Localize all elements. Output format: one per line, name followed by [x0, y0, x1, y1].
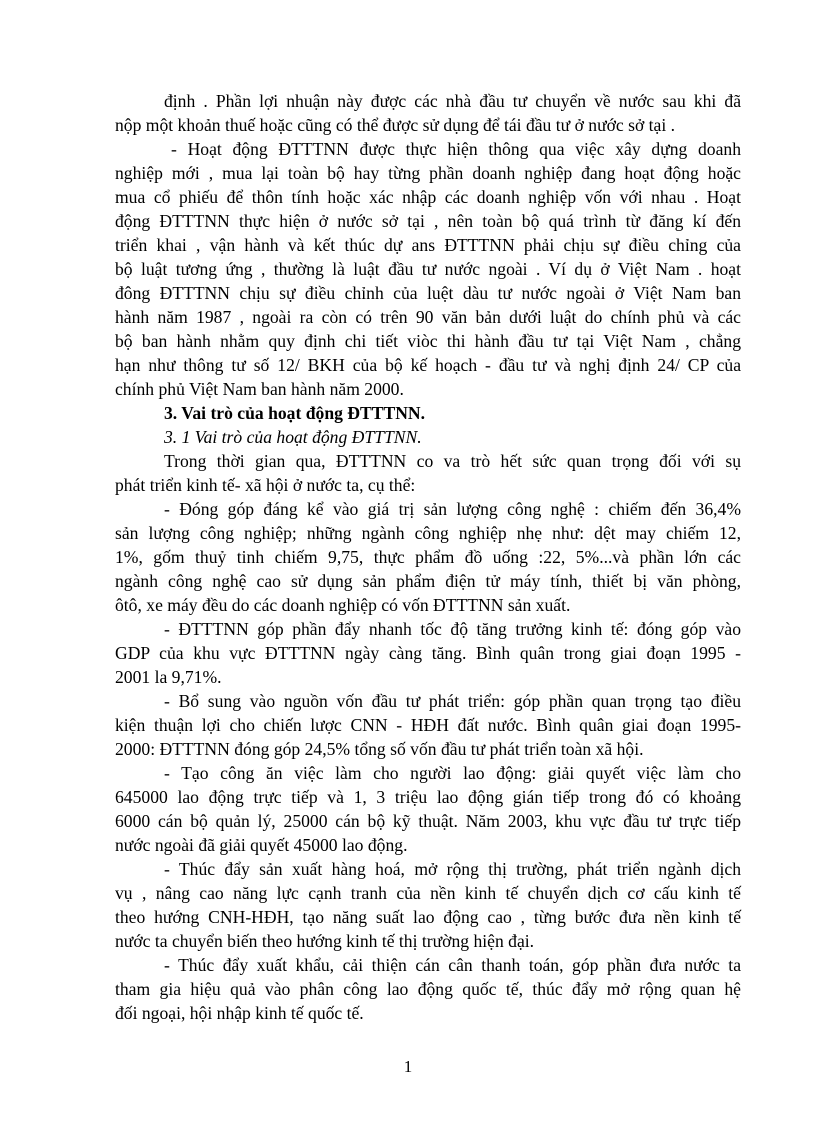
text-line: Trong thời gian qua, ĐTTTNN co va trò hết sức quan trọng đối với sụ	[164, 451, 741, 471]
paragraph-industry-output	[115, 497, 741, 617]
paragraph-profit	[115, 89, 741, 137]
text-line: nước ta chuyển biến theo hướng kinh tế thị trường hiện đại.	[115, 931, 535, 951]
text-line: kiện thuận lợi cho chiến lược CNN - HĐH đất nước. Bình quân giai đoạn 1995-	[115, 715, 741, 735]
section-heading: 3. Vai trò của hoạt động ĐTTTNN.	[164, 403, 426, 423]
text-line: đối ngoại, hội nhập kinh tế quốc tế.	[115, 1003, 364, 1023]
text-line: vụ , nâng cao năng lực cạnh tranh của nền kinh tế chuyển dịch cơ cấu kinh tế	[115, 883, 741, 903]
text-line: đông ĐTTTNN chịu sự điều chỉnh của luệt dàu tư nước ngoài ở Việt Nam ban	[115, 283, 741, 303]
text-line: - Thúc đẩy xuất khẩu, cải thiện cán cân thanh toán, góp phần đưa nước ta	[164, 955, 741, 975]
paragraph-export	[115, 953, 741, 1025]
text-line: phát triển kinh tế- xã hội ở nước ta, cụ thể:	[115, 475, 416, 495]
text-line: - Đóng góp đáng kể vào giá trị sản lượng công nghệ : chiếm đến 36,4%	[164, 499, 741, 519]
text-line: bộ ban hành nhằm quy định chi tiết viòc thi hành đầu tư tại Việt Nam , chẳng	[115, 331, 741, 351]
paragraph-intro	[115, 449, 741, 497]
text-line: 6000 cán bộ quản lý, 25000 cán bộ kỹ thuật. Năm 2003, khu vực đầu tư trực tiếp	[115, 811, 741, 831]
text-line: 2000: ĐTTTNN đóng góp 24,5% tổng số vốn đầu tư phát triển toàn xã hội.	[115, 739, 644, 759]
text-line: mua cổ phiếu để thôn tính hoặc xác nhập các doanh nghiệp vốn với nhau . Hoạt	[115, 187, 741, 207]
text-line: theo hướng CNH-HĐH, tạo năng suất lao động cao , từng bước đưa nền kinh tế	[115, 907, 741, 927]
text-line: - Hoạt động ĐTTTNN được thực hiện thông qua việc xây dựng doanh	[171, 139, 741, 159]
text-line: 2001 la 9,71%.	[115, 667, 222, 687]
text-line: nộp một khoản thuế hoặc cũng có thể được sử dụng để tái đầu tư ở nước sở tại .	[115, 115, 676, 135]
text-line: định . Phần lợi nhuận này được các nhà đầu tư chuyển về nước sau khi đã	[164, 91, 741, 111]
text-line: hạn như thông tư số 12/ BKH của bộ kế hoạch - đầu tư và nghị định 24/ CP của	[115, 355, 741, 375]
text-line: ngành công nghệ cao sử dụng sản phẩm điện tử máy tính, thiết bị văn phòng,	[115, 571, 741, 591]
text-line: hành năm 1987 , ngoài ra còn có trên 90 văn bản dưới luật do chính phủ và các	[115, 307, 741, 327]
text-line: sản lượng công nghiệp; những ngành công nghiệp nhẹ như: dệt may chiếm 12,	[115, 523, 741, 543]
text-line: bộ luật tương ứng , thường là luật đầu tư nước ngoài . Ví dụ ở Việt Nam . hoạt	[115, 259, 741, 279]
text-line: - Tạo công ăn việc làm cho người lao động: giải quyết việc làm cho	[164, 763, 741, 783]
text-line: GDP của khu vực ĐTTTNN ngày càng tăng. Bình quân trong giai đoạn 1995 -	[115, 643, 741, 663]
text-line: nước ngoài đã giải quyết 45000 lao động.	[115, 835, 408, 855]
subsection-heading: 3. 1 Vai trò của hoạt động ĐTTTNN.	[164, 427, 422, 447]
paragraph-production	[115, 857, 741, 953]
text-line: chính phủ Việt Nam ban hành năm 2000.	[115, 379, 404, 399]
page-number: 1	[403, 1057, 413, 1076]
paragraph-employment	[115, 761, 741, 857]
text-line: tham gia hiệu quả vào phân công lao động quốc tế, thúc đẩy mở rộng quan hệ	[115, 979, 741, 999]
document-page	[115, 89, 741, 1025]
text-line: - Bổ sung vào nguồn vốn đầu tư phát triển: góp phần quan trọng tạo điều	[164, 691, 741, 711]
paragraph-growth	[115, 617, 741, 689]
text-line: - ĐTTTNN góp phần đẩy nhanh tốc độ tăng trưởng kinh tế: đóng góp vào	[164, 619, 741, 639]
paragraph-capital	[115, 689, 741, 761]
text-line: 1%, gốm thuỷ tinh chiếm 9,75, thực phẩm đồ uống :22, 5%...và phần lớn các	[115, 547, 741, 567]
text-line: - Thúc đẩy sản xuất hàng hoá, mở rộng thị trường, phát triển ngành dịch	[164, 859, 741, 879]
text-line: 645000 lao động trực tiếp và 1, 3 triệu lao động gián tiếp trong đó có khoảng	[115, 787, 741, 807]
text-line: nghiệp mới , mua lại toàn bộ hay từng phần doanh nghiệp đang hoạt động hoặc	[115, 163, 741, 183]
text-line: ôtô, xe máy đều do các doanh nghiệp có vốn ĐTTTNN sản xuất.	[115, 595, 571, 615]
paragraph-fdi-activity	[115, 137, 741, 401]
text-line: động ĐTTTNN thực hiện ở nước sở tại , nên toàn bộ quá trình từ đăng kí đến	[115, 211, 741, 231]
text-line: triển khai , vận hành và kết thúc dự ans ĐTTTNN phải chịu sự điều chỉng của	[115, 235, 741, 255]
